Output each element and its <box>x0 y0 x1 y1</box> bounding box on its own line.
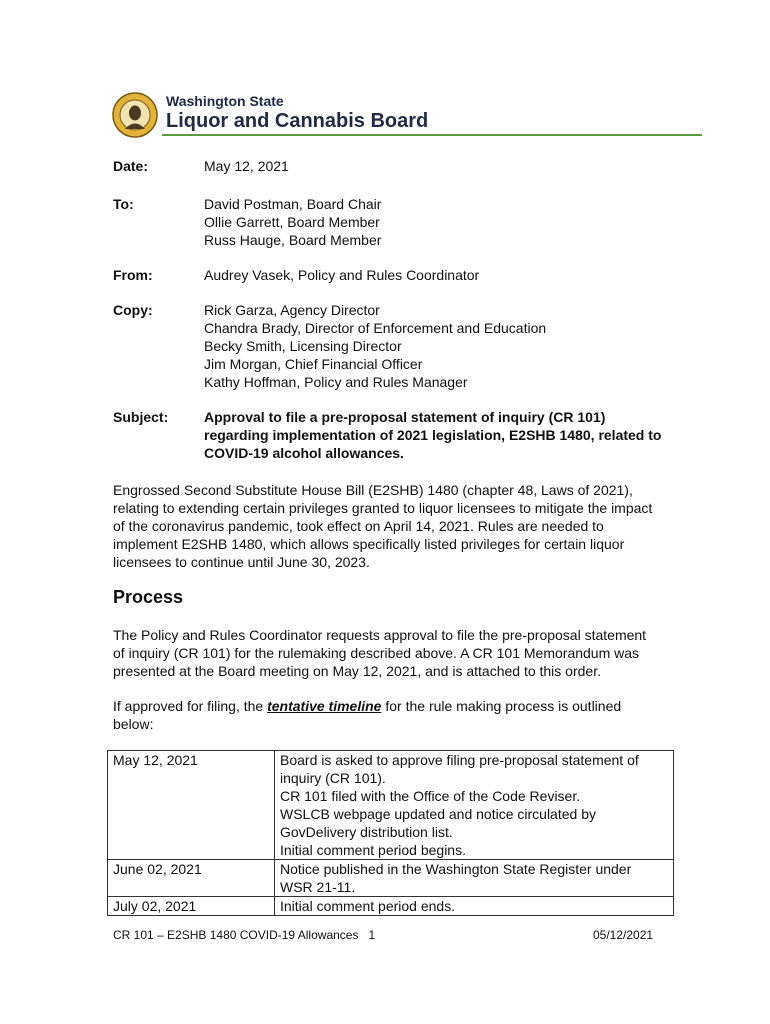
org-name-board: Liquor and Cannabis Board <box>166 110 429 132</box>
letterhead <box>112 90 702 138</box>
table-row <box>108 751 674 860</box>
footer-document-title: CR 101 – E2SHB 1480 COVID-19 Allowances 1 <box>113 928 376 942</box>
intro-paragraph <box>113 481 703 571</box>
timeline-date: May 12, 2021 <box>108 751 275 860</box>
paragraph-line: of inquiry (CR 101) for the rulemaking described above. A CR 101 Memorandum was <box>113 645 640 661</box>
timeline-description <box>275 751 674 860</box>
timeline-table <box>107 750 674 916</box>
copy-recipient: Jim Morgan, Chief Financial Officer <box>204 356 423 372</box>
copy-recipient: Chandra Brady, Director of Enforcement and Education <box>204 320 547 336</box>
tentative-timeline-emphasis: tentative timeline <box>267 698 382 714</box>
paragraph-line: implement E2SHB 1480, which allows specifically listed privileges for certain liquor <box>113 536 625 552</box>
to-recipient: Russ Hauge, Board Member <box>204 232 382 248</box>
timeline-intro <box>113 697 703 733</box>
copy-recipients <box>204 301 714 391</box>
subject-line: Approval to file a pre-proposal statement of inquiry (CR 101) <box>204 409 606 425</box>
to-recipient: David Postman, Board Chair <box>204 196 382 212</box>
footer-date: 05/12/2021 <box>593 928 654 942</box>
org-name-state: Washington State <box>166 93 284 109</box>
copy-recipient: Kathy Hoffman, Policy and Rules Manager <box>204 374 468 390</box>
description-line: WSLCB webpage updated and notice circulated by <box>280 806 596 822</box>
date-value: May 12, 2021 <box>204 158 289 174</box>
timeline-intro-text: for the rule making process is outlined <box>381 698 622 714</box>
copy-label: Copy: <box>113 302 153 318</box>
from-value: Audrey Vasek, Policy and Rules Coordinator <box>204 267 480 283</box>
subject-value <box>204 408 714 462</box>
subject-line: regarding implementation of 2021 legislation, E2SHB 1480, related to <box>204 427 662 443</box>
timeline-description <box>275 897 674 916</box>
copy-recipient: Rick Garza, Agency Director <box>204 302 380 318</box>
timeline-intro-text: If approved for filing, the <box>113 698 268 714</box>
subject-label: Subject: <box>113 409 169 425</box>
to-label: To: <box>113 196 134 212</box>
paragraph-line: presented at the Board meeting on May 12, 2021, and is attached to this order. <box>113 663 601 679</box>
from-label: From: <box>113 267 153 283</box>
paragraph-line: Engrossed Second Substitute House Bill (E2SHB) 1480 (chapter 48, Laws of 2021), <box>113 482 633 498</box>
process-paragraph <box>113 626 703 680</box>
paragraph-line: of the coronavirus pandemic, took effect on April 14, 2021. Rules are needed to <box>113 518 604 534</box>
header-divider <box>162 134 702 136</box>
to-recipients <box>204 195 714 249</box>
copy-recipient: Becky Smith, Licensing Director <box>204 338 402 354</box>
timeline-intro-line: below: <box>113 716 154 732</box>
paragraph-line: licensees to continue until June 30, 2023. <box>113 554 370 570</box>
description-line: GovDelivery distribution list. <box>280 824 453 840</box>
paragraph-line: relating to extending certain privileges granted to liquor licensees to mitigate the impact <box>113 500 653 516</box>
description-line: Board is asked to approve filing pre-proposal statement of <box>280 752 639 768</box>
description-line: Notice published in the Washington State Register under <box>280 861 632 877</box>
date-label: Date: <box>113 158 149 174</box>
washington-state-seal-icon <box>112 92 158 138</box>
timeline-date: July 02, 2021 <box>108 897 275 916</box>
table-row <box>108 860 674 897</box>
description-line: Initial comment period begins. <box>280 842 466 858</box>
description-line: WSR 21-11. <box>280 879 356 895</box>
paragraph-line: The Policy and Rules Coordinator requests approval to file the pre-proposal statement <box>113 627 647 643</box>
timeline-date: June 02, 2021 <box>108 860 275 897</box>
timeline-intro-line <box>113 697 703 715</box>
description-line: Initial comment period ends. <box>280 898 456 914</box>
to-recipient: Ollie Garrett, Board Member <box>204 214 380 230</box>
subject-line: COVID-19 alcohol allowances. <box>204 445 404 461</box>
timeline-description <box>275 860 674 897</box>
table-row <box>108 897 674 916</box>
description-line: CR 101 filed with the Office of the Code Reviser. <box>280 788 581 804</box>
description-line: inquiry (CR 101). <box>280 770 386 786</box>
process-heading: Process <box>113 587 184 607</box>
